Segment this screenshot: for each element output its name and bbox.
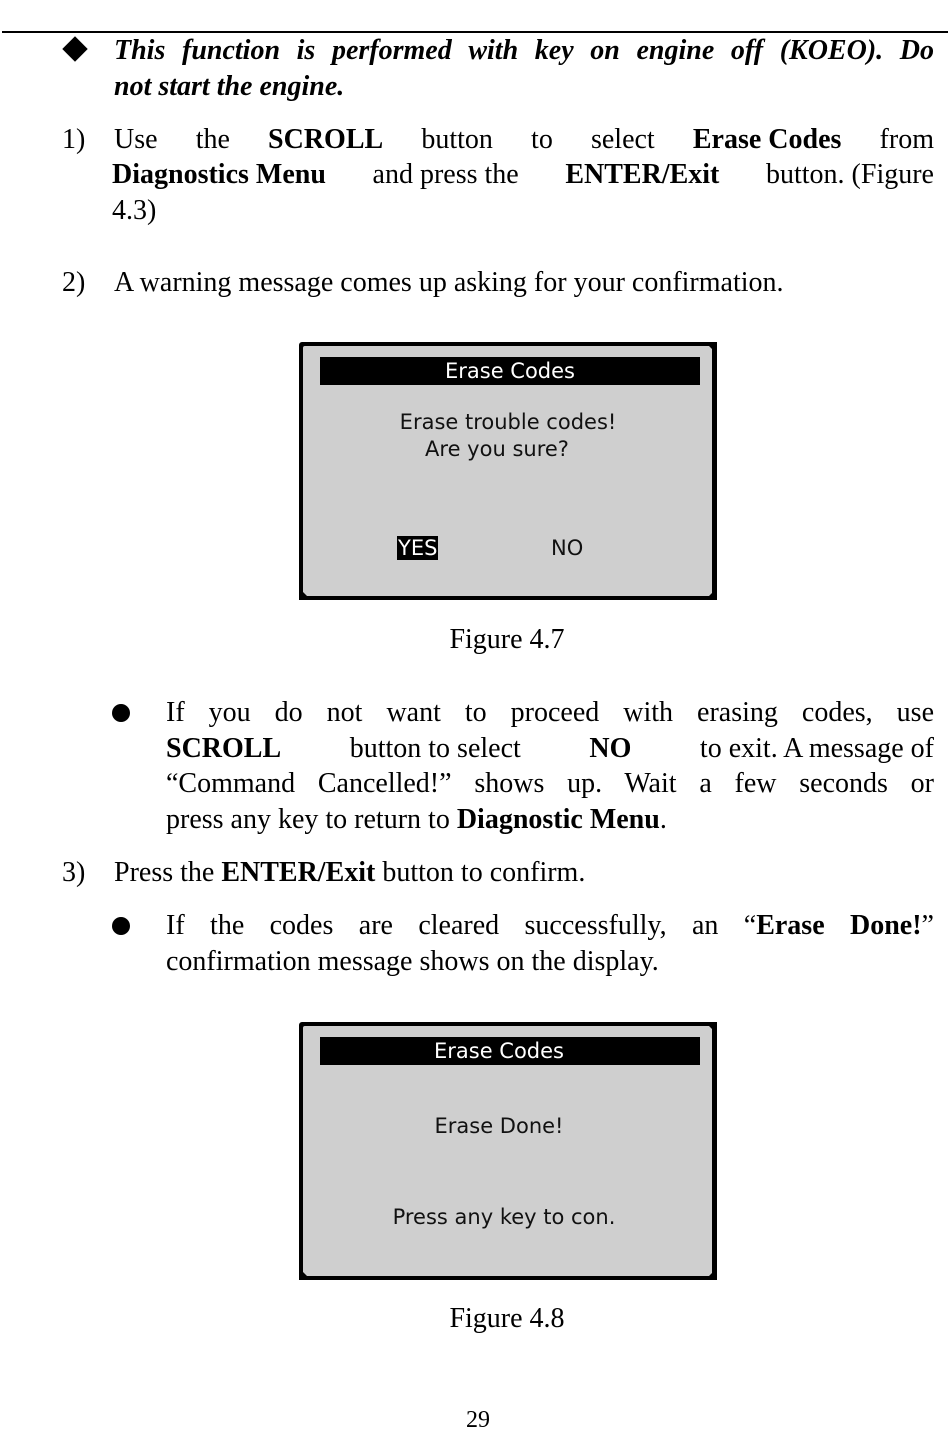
diamond-bullet-icon xyxy=(62,36,87,61)
bullet1-line-1: If you do not want to proceed with erasing codes, use xyxy=(166,697,934,728)
yes-option[interactable]: YES xyxy=(398,536,438,560)
figure-4-8-screen xyxy=(299,1022,717,1280)
bullet2-line-2: confirmation message shows on the display. xyxy=(166,946,659,977)
step2-number: 2) xyxy=(62,267,86,298)
screen-title: Erase Codes xyxy=(320,1037,700,1065)
step3-number: 3) xyxy=(62,857,86,888)
figure-4-7-caption: Figure 4.7 xyxy=(449,624,565,655)
step2-text: A warning message comes up asking for your confirmation. xyxy=(114,267,784,298)
step1-line-2: Diagnostics Menu and press the ENTER/Exit button. (Figure xyxy=(112,159,934,190)
bullet2-line-1: If the codes are cleared successfully, an “Erase Done!” xyxy=(166,910,934,941)
bullet1-line-4: press any key to return to Diagnostic Menu. xyxy=(166,804,667,835)
screen-prompt: Press any key to con. xyxy=(392,1205,616,1229)
bullet-dot-icon xyxy=(112,917,130,935)
step3-text: Press the ENTER/Exit button to confirm. xyxy=(114,857,586,888)
screen-message: Erase Done! xyxy=(434,1114,564,1138)
bullet-dot-icon xyxy=(112,704,130,722)
bullet1-line-3: “Command Cancelled!” shows up. Wait a few seconds or xyxy=(166,768,934,799)
screen-message-line-2: Are you sure? xyxy=(425,437,569,461)
note-line-1: This function is performed with key on engine off (KOEO). Do xyxy=(114,35,934,66)
bullet1-line-2: SCROLL button to select NO to exit. A message of xyxy=(166,733,934,764)
note-line-2: not start the engine. xyxy=(114,71,345,102)
screen-title: Erase Codes xyxy=(320,357,700,385)
no-option[interactable]: NO xyxy=(551,536,584,560)
step1-number: 1) xyxy=(62,124,86,155)
page-number: 29 xyxy=(466,1407,490,1433)
screen-message-line-1: Erase trouble codes! xyxy=(399,410,617,434)
figure-4-7-screen xyxy=(299,342,717,600)
step1-line-3: 4.3) xyxy=(112,195,157,226)
figure-4-8-caption: Figure 4.8 xyxy=(449,1303,565,1334)
step1-line-1: Use the SCROLL button to select Erase Codes from xyxy=(114,124,934,155)
